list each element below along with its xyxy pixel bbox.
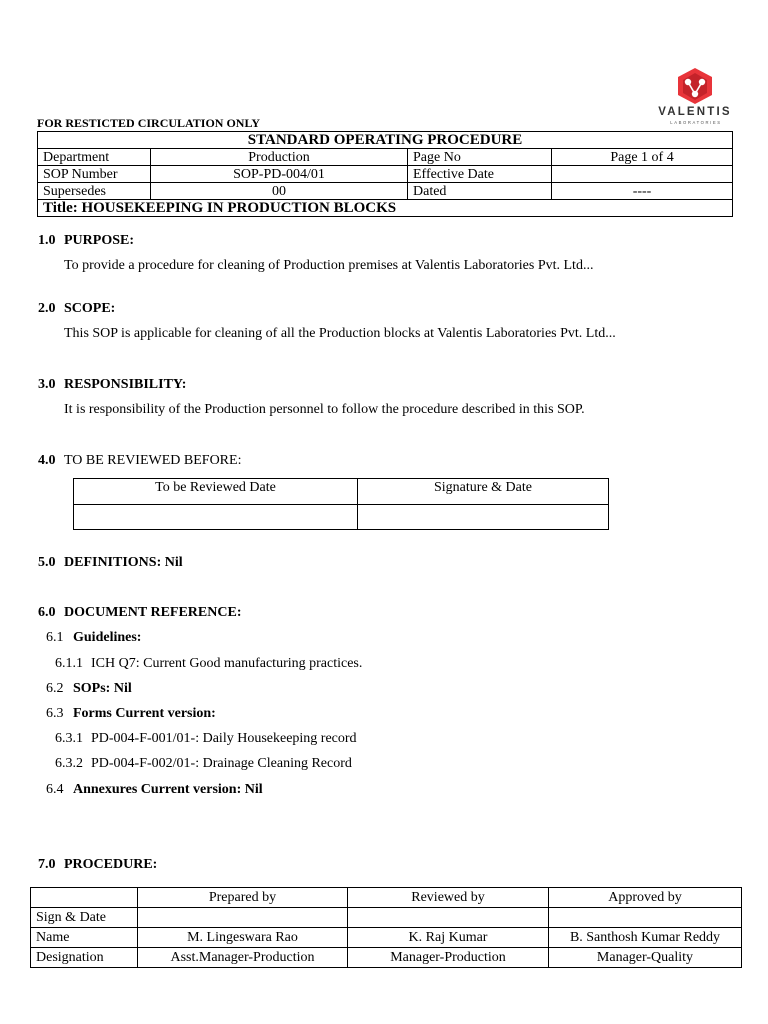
item-number: 6.3 bbox=[46, 706, 64, 721]
header-row bbox=[38, 149, 733, 166]
signoff-row bbox=[31, 948, 742, 968]
signoff-table bbox=[30, 887, 742, 968]
document-title: Title: HOUSEKEEPING IN PRODUCTION BLOCKS bbox=[38, 200, 733, 217]
reviewed-sign-cell bbox=[348, 908, 549, 928]
section-title: PROCEDURE: bbox=[64, 857, 158, 872]
section-number: 3.0 bbox=[38, 377, 56, 392]
prepared-by-header: Prepared by bbox=[138, 888, 348, 908]
sop-header-table bbox=[37, 131, 733, 217]
effective-date-value bbox=[552, 166, 733, 183]
sop-heading: STANDARD OPERATING PROCEDURE bbox=[38, 132, 733, 149]
page-no-label: Page No bbox=[408, 149, 552, 166]
section-number: 1.0 bbox=[38, 233, 56, 248]
header-row bbox=[38, 183, 733, 200]
signoff-row bbox=[31, 908, 742, 928]
sop-number-value: SOP-PD-004/01 bbox=[151, 166, 408, 183]
reference-item bbox=[46, 706, 216, 722]
review-table bbox=[73, 478, 609, 530]
supersedes-value: 00 bbox=[151, 183, 408, 200]
approved-sign-cell bbox=[549, 908, 742, 928]
item-text: Guidelines: bbox=[73, 630, 142, 645]
item-text: Annexures Current version: Nil bbox=[73, 782, 263, 797]
approved-designation: Manager-Quality bbox=[549, 948, 742, 968]
reference-item bbox=[55, 656, 362, 672]
section-number: 7.0 bbox=[38, 857, 56, 872]
review-date-header: To be Reviewed Date bbox=[74, 479, 358, 505]
valentis-logo-icon bbox=[652, 66, 738, 106]
row-label: Designation bbox=[31, 948, 138, 968]
row-label: Name bbox=[31, 928, 138, 948]
circulation-notice: FOR RESTICTED CIRCULATION ONLY bbox=[37, 116, 261, 130]
reference-item bbox=[46, 782, 263, 798]
row-label: Sign & Date bbox=[31, 908, 138, 928]
signoff-corner-cell bbox=[31, 888, 138, 908]
dated-value: ---- bbox=[552, 183, 733, 200]
item-text: SOPs: Nil bbox=[73, 681, 132, 696]
item-number: 6.1 bbox=[46, 630, 64, 645]
responsibility-text: It is responsibility of the Production personnel to follow the procedure described in this SOP. bbox=[64, 402, 585, 417]
effective-date-label: Effective Date bbox=[408, 166, 552, 183]
reviewed-by-header: Reviewed by bbox=[348, 888, 549, 908]
item-number: 6.4 bbox=[46, 782, 64, 797]
prepared-designation: Asst.Manager-Production bbox=[138, 948, 348, 968]
section-review-heading bbox=[38, 453, 241, 469]
section-scope-heading bbox=[38, 301, 115, 317]
reference-item bbox=[46, 681, 132, 697]
supersedes-label: Supersedes bbox=[38, 183, 151, 200]
dated-label: Dated bbox=[408, 183, 552, 200]
reviewed-designation: Manager-Production bbox=[348, 948, 549, 968]
section-procedure-heading bbox=[38, 857, 157, 873]
review-signature-cell bbox=[358, 505, 609, 530]
reference-item bbox=[55, 756, 352, 772]
section-title: DOCUMENT REFERENCE: bbox=[64, 605, 242, 620]
section-title: TO BE REVIEWED BEFORE: bbox=[64, 453, 242, 468]
item-number: 6.3.2 bbox=[55, 756, 83, 771]
logo-brand-text: VALENTIS bbox=[658, 106, 732, 118]
department-value: Production bbox=[151, 149, 408, 166]
approved-name: B. Santhosh Kumar Reddy bbox=[549, 928, 742, 948]
approved-by-header: Approved by bbox=[549, 888, 742, 908]
review-signature-header: Signature & Date bbox=[358, 479, 609, 505]
logo-sub-text: LABORATORIES bbox=[670, 120, 722, 125]
section-responsibility-heading bbox=[38, 377, 186, 393]
item-text: Forms Current version: bbox=[73, 706, 216, 721]
header-row bbox=[38, 166, 733, 183]
section-number: 2.0 bbox=[38, 301, 56, 316]
item-text: PD-004-F-001/01-: Daily Housekeeping record bbox=[91, 731, 357, 746]
sop-number-label: SOP Number bbox=[38, 166, 151, 183]
signoff-row bbox=[31, 928, 742, 948]
section-reference-heading bbox=[38, 605, 241, 621]
prepared-sign-cell bbox=[138, 908, 348, 928]
section-number: 5.0 bbox=[38, 555, 56, 570]
item-text: ICH Q7: Current Good manufacturing practices. bbox=[91, 656, 363, 671]
company-logo bbox=[652, 66, 738, 126]
scope-text: This SOP is applicable for cleaning of all the Production blocks at Valentis Laboratories Pvt. Ltd... bbox=[64, 326, 616, 341]
section-purpose-heading bbox=[38, 233, 134, 249]
reviewed-name: K. Raj Kumar bbox=[348, 928, 549, 948]
section-number: 6.0 bbox=[38, 605, 56, 620]
signoff-header-row bbox=[31, 888, 742, 908]
reference-item bbox=[55, 731, 357, 747]
section-definitions-heading bbox=[38, 555, 183, 571]
reference-item bbox=[46, 630, 141, 646]
review-date-cell bbox=[74, 505, 358, 530]
section-title: DEFINITIONS: Nil bbox=[64, 555, 183, 570]
item-number: 6.2 bbox=[46, 681, 64, 696]
prepared-name: M. Lingeswara Rao bbox=[138, 928, 348, 948]
section-title: SCOPE: bbox=[64, 301, 116, 316]
purpose-text: To provide a procedure for cleaning of Production premises at Valentis Laboratories Pvt. Ltd... bbox=[64, 258, 594, 273]
item-number: 6.1.1 bbox=[55, 656, 83, 671]
page-no-value: Page 1 of 4 bbox=[552, 149, 733, 166]
item-number: 6.3.1 bbox=[55, 731, 83, 746]
section-title: RESPONSIBILITY: bbox=[64, 377, 187, 392]
section-title: PURPOSE: bbox=[64, 233, 134, 248]
item-text: PD-004-F-002/01-: Drainage Cleaning Record bbox=[91, 756, 352, 771]
department-label: Department bbox=[38, 149, 151, 166]
section-number: 4.0 bbox=[38, 453, 56, 468]
